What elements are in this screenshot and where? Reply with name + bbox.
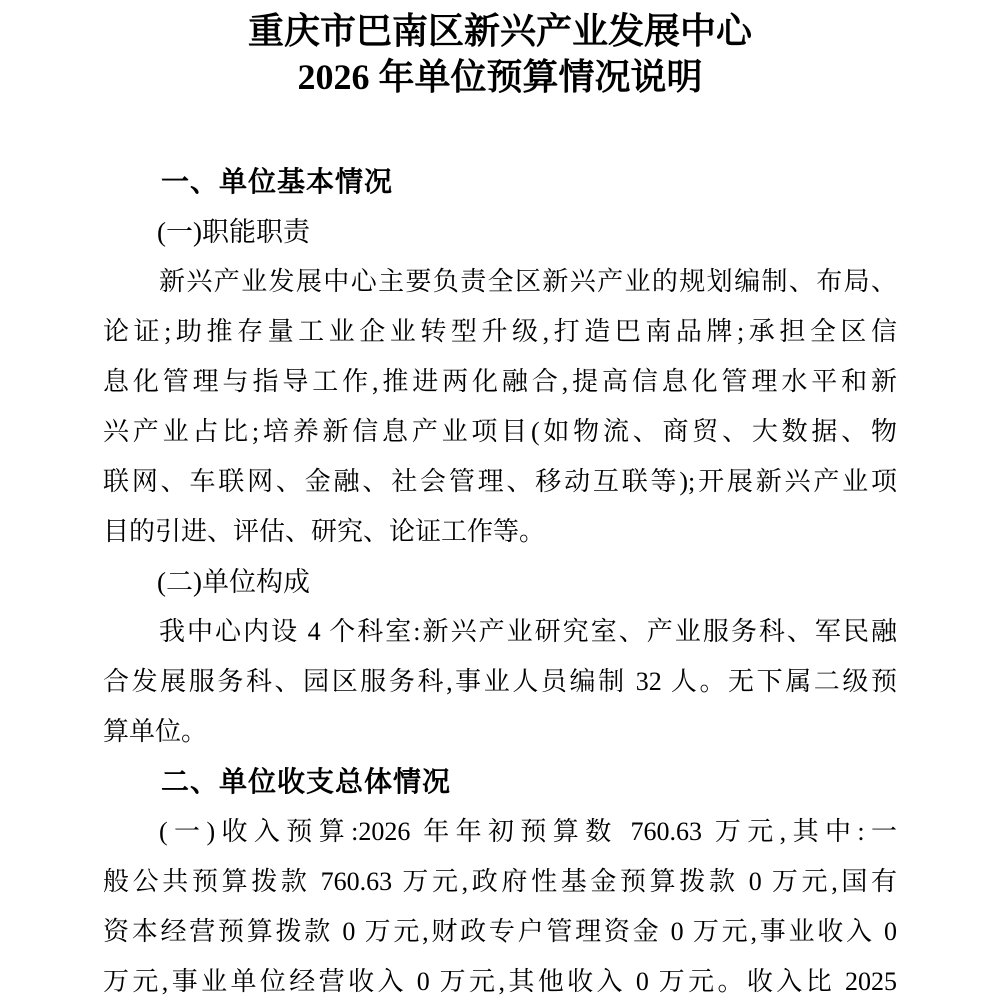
body-line: 新兴产业发展中心主要负责全区新兴产业的规划编制、布局、 (159, 267, 897, 296)
section-heading: 二、单位收支总体情况 (161, 766, 452, 797)
body-line: 兴产业占比;培养新信息产业项目(如物流、商贸、大数据、物 (103, 417, 897, 446)
body-line: 论证;助推存量工业企业转型升级,打造巴南品牌;承担全区信 (103, 317, 897, 346)
body-line: 资本经营预算拨款 0 万元,财政专户管理资金 0 万元,事业收入 0 (103, 917, 897, 946)
body-line: 息化管理与指导工作,推进两化融合,提高信息化管理水平和新 (103, 367, 897, 396)
body-line: 算单位。 (103, 717, 208, 746)
doc-body (103, 157, 897, 1003)
doc-title (0, 0, 1000, 100)
doc-title-line-1: 重庆市巴南区新兴产业发展中心 (247, 11, 752, 51)
paragraph (103, 807, 897, 1003)
body-line: 目的引进、评估、研究、论证工作等。 (103, 517, 546, 546)
body-line: (一)收入预算:2026 年年初预算数 760.63 万元,其中:一 (159, 817, 897, 846)
subsection-heading: (二)单位构成 (157, 567, 310, 597)
subsection-heading: (一)职能职责 (157, 217, 310, 247)
paragraph (103, 257, 897, 557)
body-line: 般公共预算拨款 760.63 万元,政府性基金预算拨款 0 万元,国有 (103, 867, 897, 896)
body-line: 合发展服务科、园区服务科,事业人员编制 32 人。无下属二级预 (103, 667, 897, 696)
paragraph (103, 607, 897, 757)
body-line: 我中心内设 4 个科室:新兴产业研究室、产业服务科、军民融 (159, 617, 897, 646)
doc-title-line-2: 2026 年单位预算情况说明 (297, 57, 703, 97)
section-heading: 一、单位基本情况 (161, 166, 394, 197)
body-line: 联网、车联网、金融、社会管理、移动互联等);开展新兴产业项 (103, 467, 897, 496)
body-line: 万元,事业单位经营收入 0 万元,其他收入 0 万元。收入比 2025 (103, 967, 897, 996)
